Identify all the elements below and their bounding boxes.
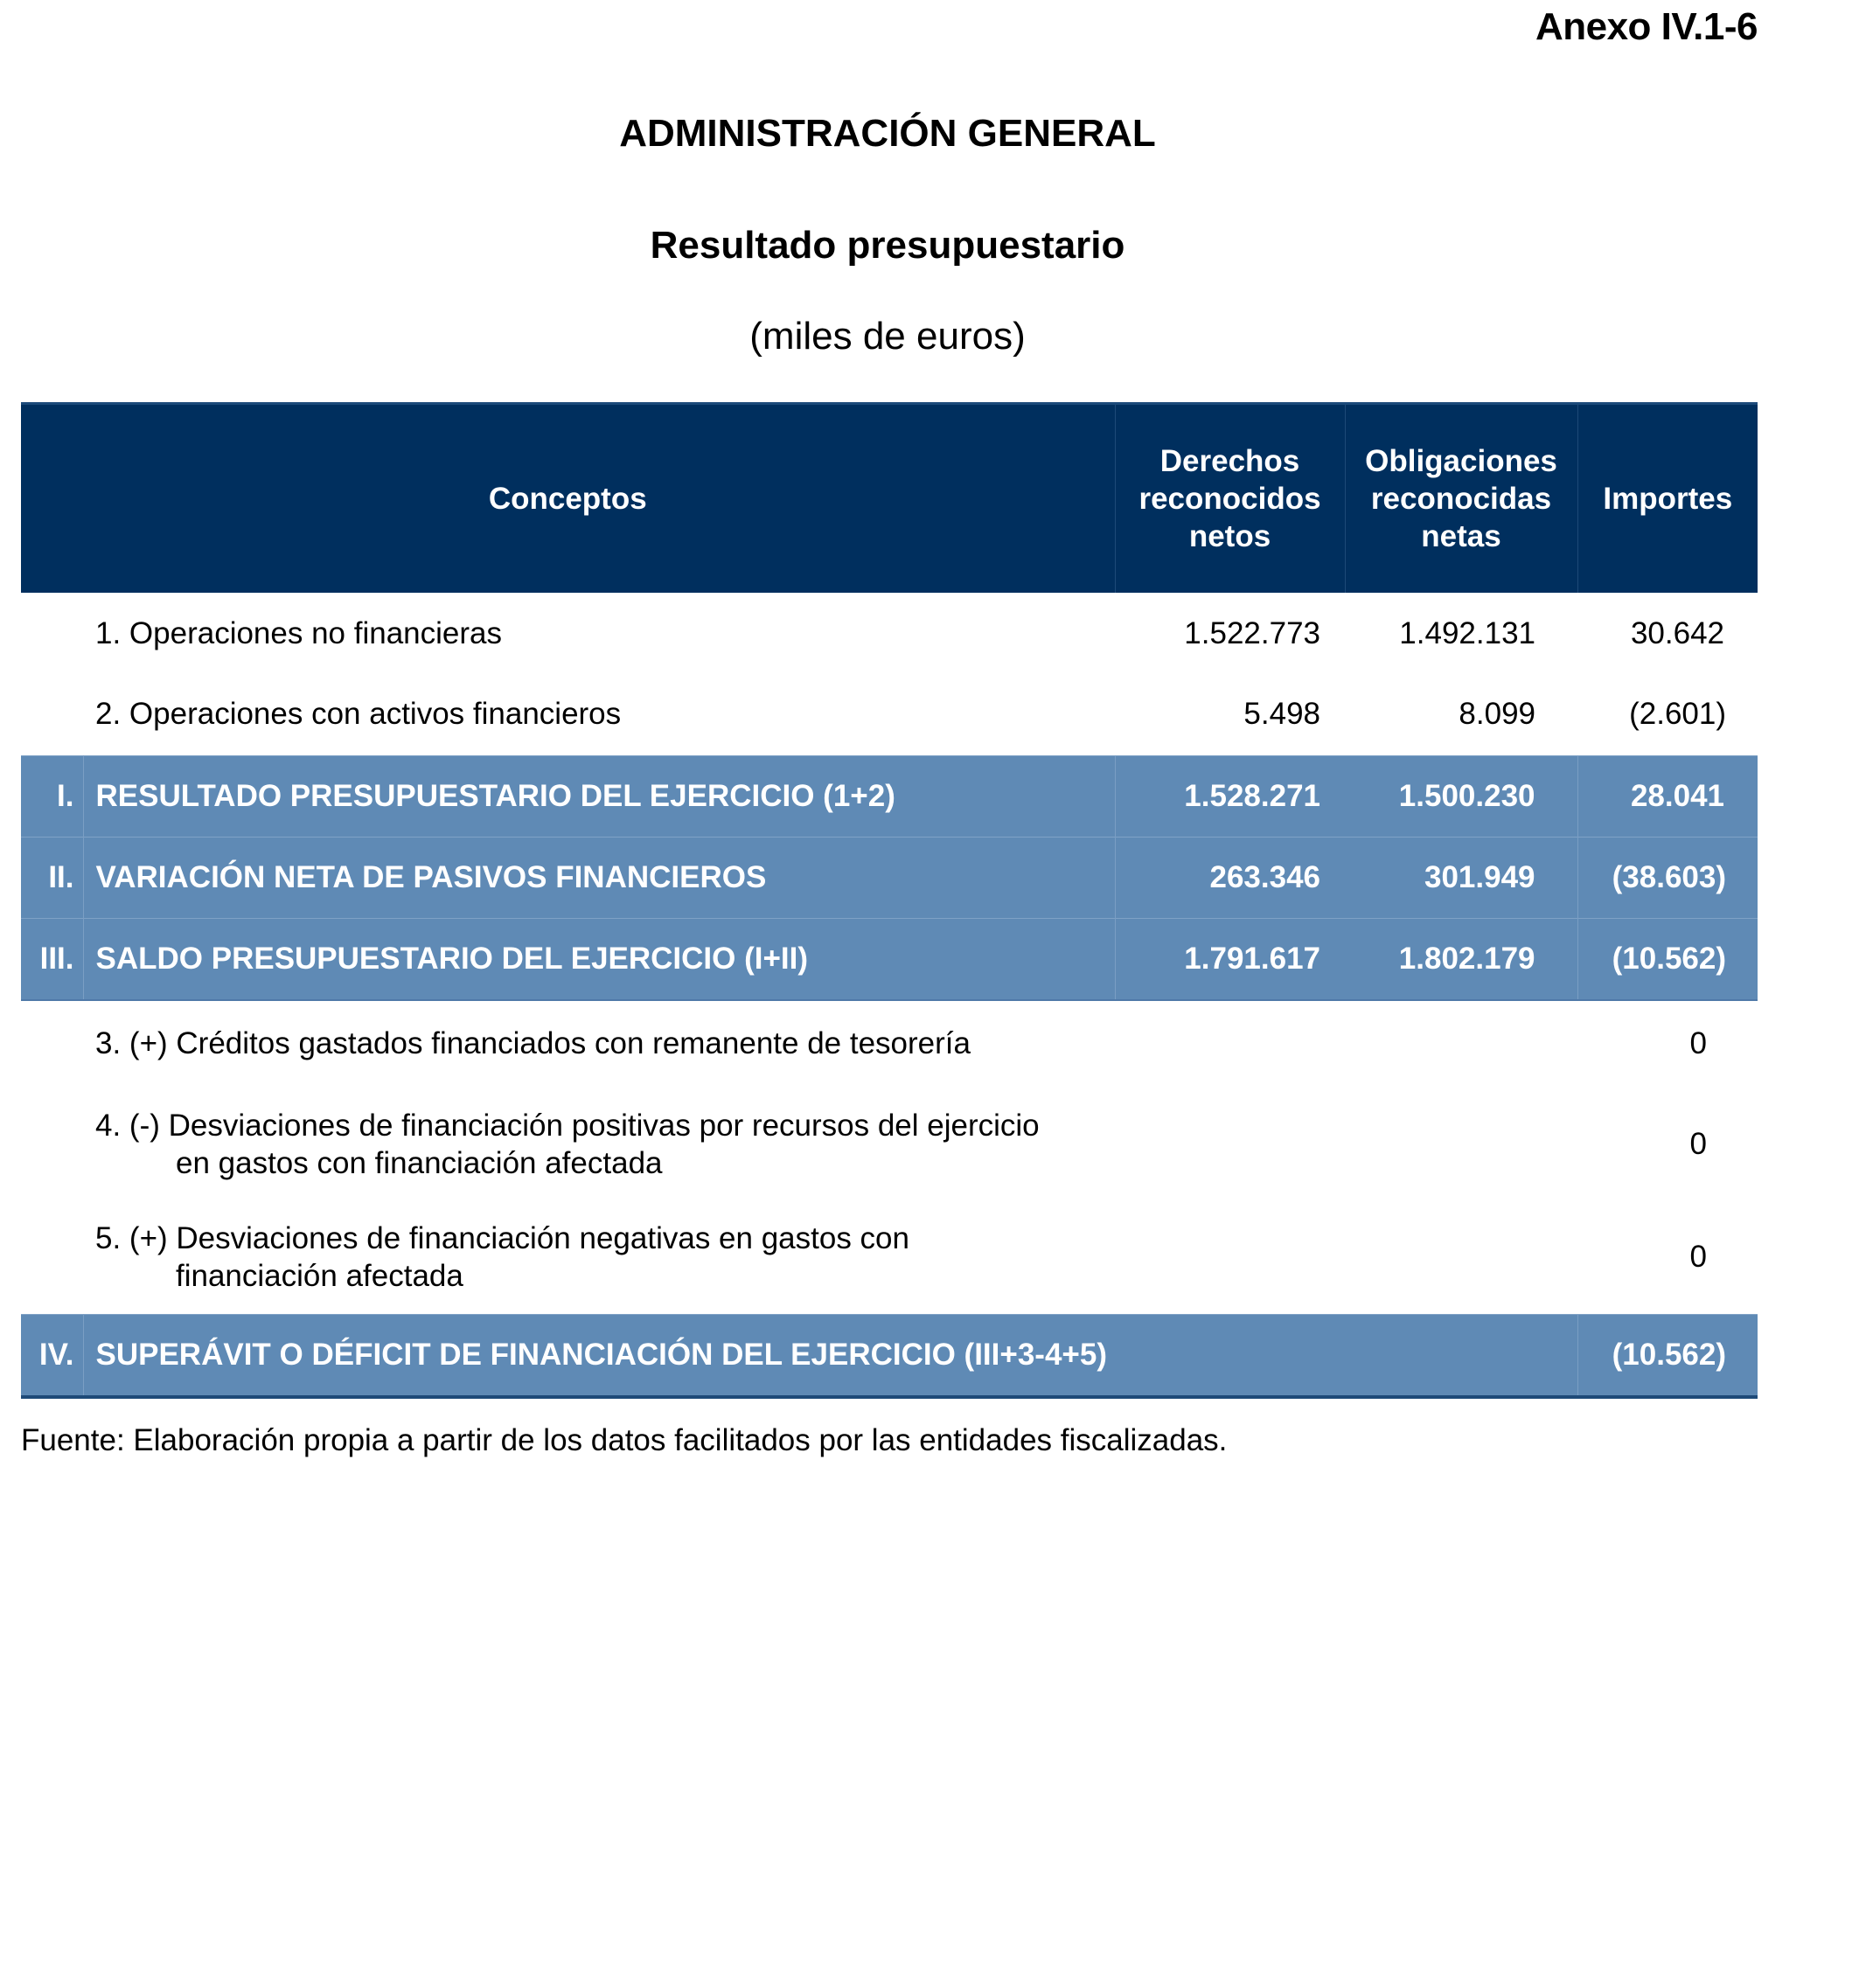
importe-value: 30.642 xyxy=(1577,593,1758,674)
obligaciones-value: 1.500.230 xyxy=(1345,755,1577,837)
importe-value: (38.603) xyxy=(1577,837,1758,918)
importe-value: (10.562) xyxy=(1577,1315,1758,1398)
obligaciones-value: 1.492.131 xyxy=(1345,593,1577,674)
table-row xyxy=(21,1088,1758,1201)
row-label: 1. Operaciones no financieras xyxy=(83,593,1115,674)
derechos-value: 263.346 xyxy=(1115,837,1345,918)
importe-value: 28.041 xyxy=(1577,755,1758,837)
importe-value: 0 xyxy=(1577,1000,1758,1088)
annex-label: Anexo IV.1-6 xyxy=(1535,5,1758,48)
header-obligaciones-line: netas xyxy=(1421,519,1501,553)
derechos-value: 5.498 xyxy=(1115,674,1345,755)
summary-row xyxy=(21,755,1758,837)
row-label xyxy=(83,1201,1115,1315)
table-header-row xyxy=(21,404,1758,594)
row-label-continuation: financiación afectada xyxy=(176,1259,463,1294)
header-obligaciones-line: reconocidas xyxy=(1370,482,1552,516)
summary-row xyxy=(21,918,1758,1000)
row-label: SALDO PRESUPUESTARIO DEL EJERCICIO (I+II) xyxy=(83,918,1115,1000)
units-note: (miles de euros) xyxy=(749,315,1026,358)
header-obligaciones xyxy=(1345,404,1577,594)
obligaciones-value xyxy=(1345,1201,1577,1315)
derechos-value: 1.791.617 xyxy=(1115,918,1345,1000)
row-label: SUPERÁVIT O DÉFICIT DE FINANCIACIÓN DEL EJERCICIO (III+3-4+5) xyxy=(83,1315,1577,1398)
derechos-value: 1.522.773 xyxy=(1115,593,1345,674)
header-derechos xyxy=(1115,404,1345,594)
obligaciones-value xyxy=(1345,1000,1577,1088)
row-label xyxy=(83,1088,1115,1201)
derechos-value xyxy=(1115,1000,1345,1088)
header-derechos-line: Derechos xyxy=(1159,444,1300,478)
importe-value: (10.562) xyxy=(1577,918,1758,1000)
derechos-value xyxy=(1115,1201,1345,1315)
derechos-value: 1.528.271 xyxy=(1115,755,1345,837)
row-label: 2. Operaciones con activos financieros xyxy=(83,674,1115,755)
row-number: II. xyxy=(21,837,83,918)
row-number xyxy=(21,1000,83,1088)
page-title: ADMINISTRACIÓN GENERAL xyxy=(619,112,1156,155)
row-label: 3. (+) Créditos gastados financiados con remanente de tesorería xyxy=(83,1000,1115,1088)
header-obligaciones-line: Obligaciones xyxy=(1365,444,1557,478)
header-derechos-line: netos xyxy=(1188,519,1271,553)
obligaciones-value: 1.802.179 xyxy=(1345,918,1577,1000)
summary-row xyxy=(21,837,1758,918)
row-number: IV. xyxy=(21,1315,83,1398)
row-number: I. xyxy=(21,755,83,837)
importe-value: (2.601) xyxy=(1577,674,1758,755)
budget-result-table xyxy=(21,402,1758,1399)
obligaciones-value: 8.099 xyxy=(1345,674,1577,755)
table-row xyxy=(21,1201,1758,1315)
header-importes: Importes xyxy=(1577,404,1758,594)
row-number xyxy=(21,1201,83,1315)
obligaciones-value: 301.949 xyxy=(1345,837,1577,918)
derechos-value xyxy=(1115,1088,1345,1201)
header-derechos-line: reconocidos xyxy=(1138,482,1321,516)
row-label-line: 5. (+) Desviaciones de financiación negativas en gastos con xyxy=(95,1221,909,1256)
row-number xyxy=(21,1088,83,1201)
row-label-line: 4. (-) Desviaciones de financiación positivas por recursos del ejercicio xyxy=(95,1108,1040,1143)
header-concepts: Conceptos xyxy=(21,404,1115,594)
summary-row xyxy=(21,1315,1758,1398)
row-number: III. xyxy=(21,918,83,1000)
row-label: RESULTADO PRESUPUESTARIO DEL EJERCICIO (1+2) xyxy=(83,755,1115,837)
importe-value: 0 xyxy=(1577,1088,1758,1201)
importe-value: 0 xyxy=(1577,1201,1758,1315)
table-row xyxy=(21,593,1758,674)
table-row xyxy=(21,674,1758,755)
table-row xyxy=(21,1000,1758,1088)
source-note: Fuente: Elaboración propia a partir de los datos facilitados por las entidades fiscalizadas. xyxy=(21,1423,1228,1457)
row-number xyxy=(21,674,83,755)
table-subtitle: Resultado presupuestario xyxy=(650,224,1125,267)
row-label-continuation: en gastos con financiación afectada xyxy=(176,1145,663,1180)
obligaciones-value xyxy=(1345,1088,1577,1201)
row-label: VARIACIÓN NETA DE PASIVOS FINANCIEROS xyxy=(83,837,1115,918)
row-number xyxy=(21,593,83,674)
